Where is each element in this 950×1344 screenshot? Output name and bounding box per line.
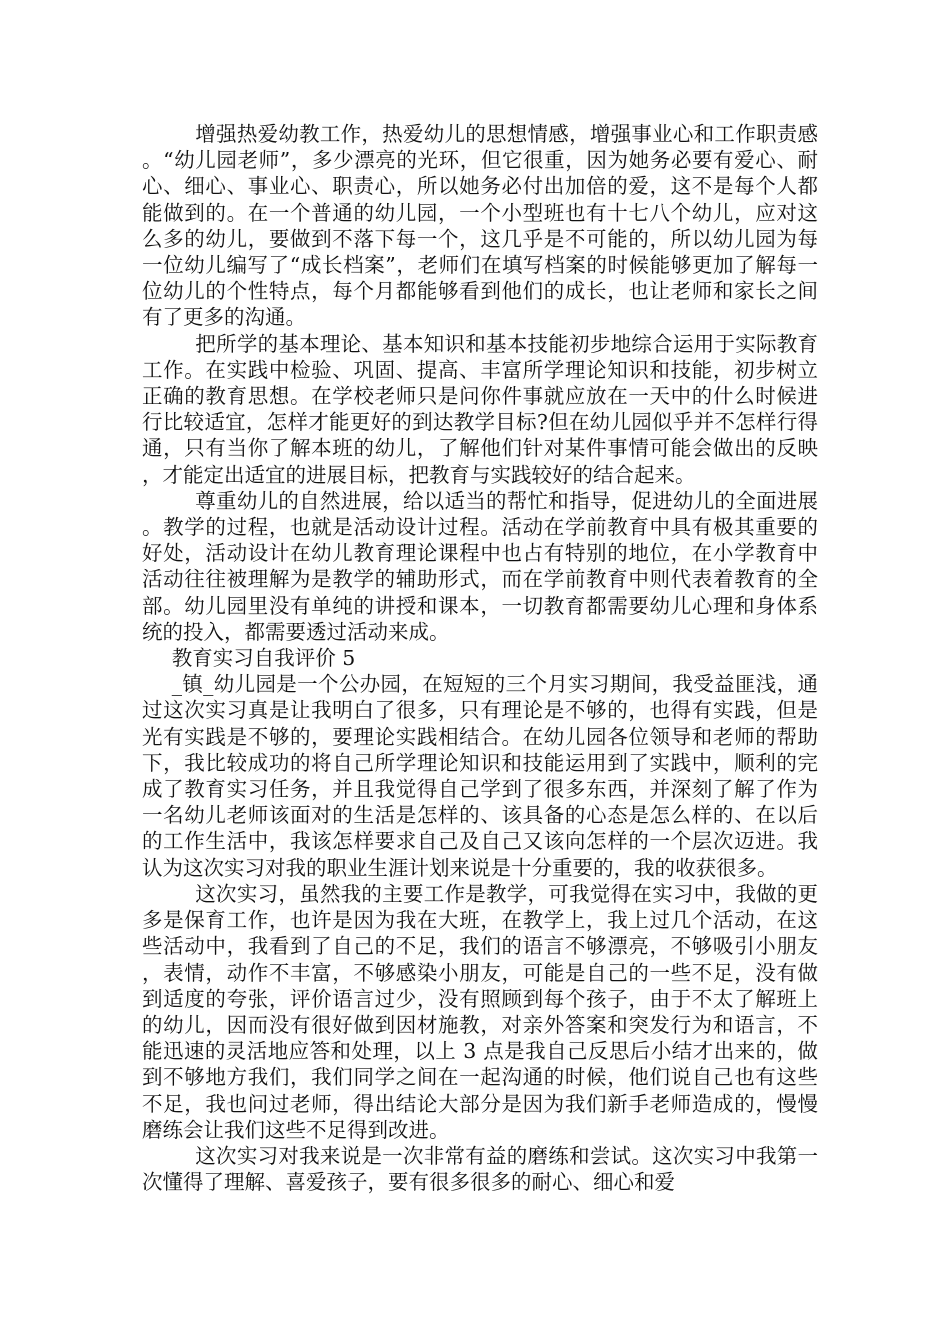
paragraph-2: 把所学的基本理论、基本知识和基本技能初步地综合运用于实际教育工作。在实践中检验、巩固、提高、丰富所学理论知识和技能，初步树立正确的教育思想。在学校老师只是问你件事就应放在一天中的什么时候进行比较适宜，怎样才能更好的到达教学目标?但在幼儿园似乎并不怎样行得通，只有当你了解本班的幼儿，了解他们针对某件事情可能会做出的反映，才能定出适宜的进展目标，把教育与实践较好的结合起来。 bbox=[142, 331, 818, 487]
paragraph-6: 这次实习对我来说是一次非常有益的磨练和尝试。这次实习中我第一次懂得了理解、喜爱孩子，要有很多很多的耐心、细心和爱 bbox=[142, 1143, 818, 1195]
paragraph-1: 增强热爱幼教工作，热爱幼儿的思想情感，增强事业心和工作职责感。“幼儿园老师”，多少漂亮的光环，但它很重，因为她务必要有爱心、耐心、细心、事业心、职责心，所以她务必付出加倍的爱，这不是每个人都能做到的。在一个普通的幼儿园，一个小型班也有十七八个幼儿，应对这么多的幼儿，要做到不落下每一个，这几乎是不可能的，所以幼儿园为每一位幼儿编写了“成长档案”，老师们在填写档案的时候能够更加了解每一位幼儿的个性特点，每个月都能够看到他们的成长，也让老师和家长之间有了更多的沟通。 bbox=[142, 122, 818, 330]
body-text bbox=[142, 121, 818, 1195]
paragraph-3: 尊重幼儿的自然进展，给以适当的帮忙和指导，促进幼儿的全面进展。教学的过程，也就是活动设计过程。活动在学前教育中具有极其重要的好处，活动设计在幼儿教育理论课程中也占有特别的地位，在小学教育中活动往往被理解为是教学的辅助形式，而在学前教育中则代表着教育的全部。幼儿园里没有单纯的讲授和课本，一切教育都需要幼儿心理和身体系统的投入，都需要透过活动来成。 bbox=[142, 488, 818, 644]
paragraph-4: _镇_幼儿园是一个公办园，在短短的三个月实习期间，我受益匪浅，通过这次实习真是让我明白了很多，只有理论是不够的，也得有实践，但是光有实践是不够的，要理论实践相结合。在幼儿园各位领导和老师的帮助下，我比较成功的将自己所学理论知识和技能运用到了实践中，顺利的完成了教育实习任务，并且我觉得自己学到了很多东西，并深刻了解了作为一名幼儿老师该面对的生活是怎样的、该具备的心态是怎么样的、在以后的工作生活中，我该怎样要求自己及自己又该向怎样的一个层次迈进。我认为这次实习对我的职业生涯计划来说是十分重要的，我的收获很多。 bbox=[142, 672, 818, 880]
section-heading: 教育实习自我评价 5 bbox=[171, 646, 356, 671]
paragraph-5: 这次实习，虽然我的主要工作是教学，可我觉得在实习中，我做的更多是保育工作，也许是因为我在大班，在教学上，我上过几个活动，在这些活动中，我看到了自己的不足，我们的语言不够漂亮，不够吸引小朋友，表情，动作不丰富，不够感染小朋友，可能是自己的一些不足，没有做到适度的夸张，评价语言过少，没有照顾到每个孩子，由于不太了解班上的幼儿，因而没有很好做到因材施教，对亲外答案和突发行为和语言，不能迅速的灵活地应答和处理，以上 3 点是我自己反思后小结才出来的，做到不够地方我们，我们同学之间在一起沟通的时候，他们说自己也有这些不足，我也问过老师，得出结论大部分是因为我们新手老师造成的，慢慢磨练会让我们这些不足得到改进。 bbox=[142, 881, 818, 1142]
